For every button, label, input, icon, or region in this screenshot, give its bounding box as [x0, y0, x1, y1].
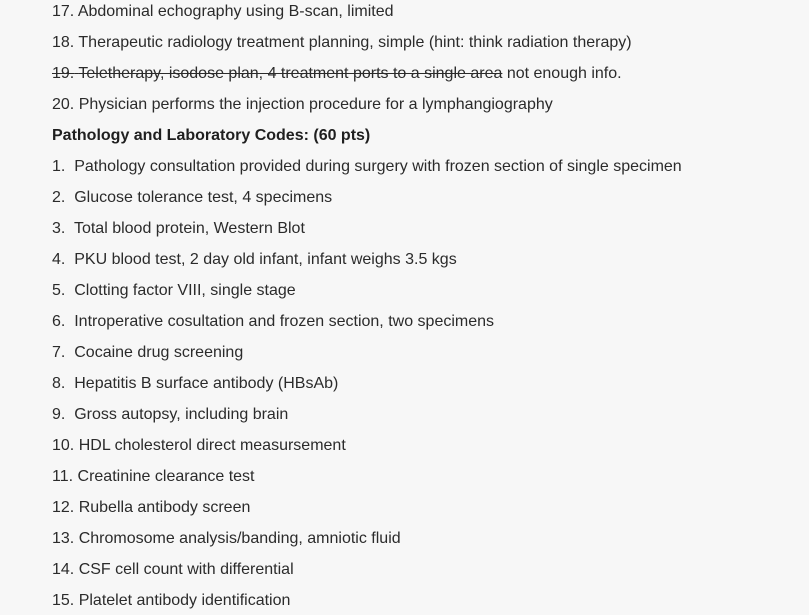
list-item [52, 33, 632, 53]
item-text: Cocaine drug screening [74, 344, 244, 361]
item-number: 4. [52, 251, 66, 268]
item-number: 5. [52, 282, 66, 299]
struck-text: Teletherapy, isodose plan, 4 treatment ports to a single area [78, 65, 503, 82]
list-item [52, 591, 290, 611]
item-number: 20. [52, 96, 75, 113]
list-item [52, 498, 250, 518]
item-note: not enough info. [506, 65, 622, 82]
item-number: 10. [52, 437, 75, 454]
item-text: Clotting factor VIII, single stage [74, 282, 296, 299]
list-item [52, 219, 305, 239]
item-number: 8. [52, 375, 66, 392]
list-item [52, 250, 457, 270]
item-number: 3. [52, 220, 66, 237]
item-text: Hepatitis B surface antibody (HBsAb) [74, 375, 339, 392]
item-number: 13. [52, 530, 75, 547]
list-item [52, 467, 255, 487]
list-item [52, 560, 294, 580]
item-text: Platelet antibody identification [78, 592, 291, 609]
item-text: Rubella antibody screen [78, 499, 251, 516]
list-item [52, 374, 338, 394]
item-number: 15. [52, 592, 75, 609]
item-text: HDL cholesterol direct measursement [78, 437, 346, 454]
struck-item [52, 65, 502, 82]
list-item [52, 529, 401, 549]
list-item [52, 343, 243, 363]
list-item [52, 64, 622, 84]
item-number: 12. [52, 499, 75, 516]
item-text: Total blood protein, Western Blot [73, 220, 305, 237]
item-number: 2. [52, 189, 66, 206]
list-item [52, 157, 682, 177]
item-text: Gross autopsy, including brain [74, 406, 289, 423]
item-number: 7. [52, 344, 66, 361]
item-number: 9. [52, 406, 66, 423]
item-text: Introperative cosultation and frozen section, two specimens [74, 313, 495, 330]
item-text: Glucose tolerance test, 4 specimens [74, 189, 333, 206]
list-item [52, 281, 296, 301]
item-number: 14. [52, 561, 75, 578]
item-number: 6. [52, 313, 66, 330]
section-heading: Pathology and Laboratory Codes: (60 pts) [52, 127, 371, 144]
list-item [52, 95, 553, 115]
item-number: 1. [52, 158, 66, 175]
list-item [52, 188, 332, 208]
item-text: CSF cell count with differential [78, 561, 294, 578]
item-number: 17. [52, 3, 75, 20]
list-item [52, 436, 346, 456]
item-number: 19. [52, 65, 75, 82]
item-text: Pathology consultation provided during surgery with frozen section of single specimen [74, 158, 682, 175]
item-text: Physician performs the injection procedure for a lymphangiography [78, 96, 553, 113]
item-text: Creatinine clearance test [77, 468, 255, 485]
list-item [52, 2, 394, 22]
item-text: Therapeutic radiology treatment planning, simple (hint: think radiation therapy) [78, 34, 632, 51]
item-text: Abdominal echography using B-scan, limited [77, 3, 394, 20]
item-number: 11. [52, 468, 74, 485]
item-number: 18. [52, 34, 75, 51]
list-item [52, 312, 494, 332]
item-text: Chromosome analysis/banding, amniotic fluid [78, 530, 401, 547]
item-text: PKU blood test, 2 day old infant, infant weighs 3.5 kgs [74, 251, 457, 268]
list-item [52, 405, 288, 425]
